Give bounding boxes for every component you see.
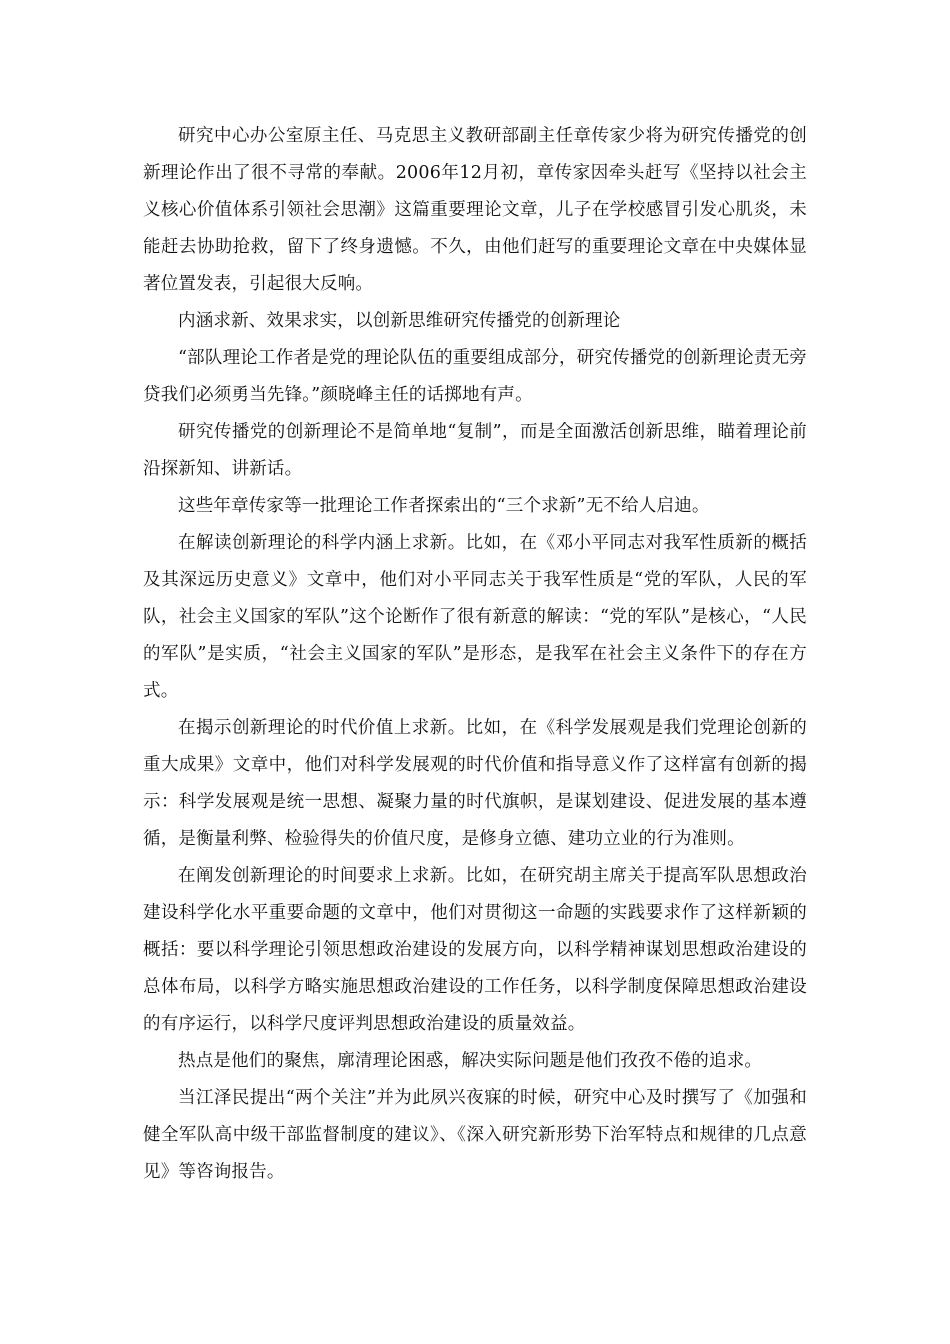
paragraph: 这些年章传家等一批理论工作者探索出的“三个求新”无不给人启迪。 xyxy=(178,496,710,516)
paragraph: 热点是他们的聚焦，廓清理论困惑，解决实际问题是他们孜孜不倦的追求。 xyxy=(178,1051,763,1071)
paragraph: 研究中心办公室原主任、马克思主义教研部副主任章传家少将为研究传播党的创新理论作出了很不寻常的奉献。2006年12月初，章传家因牵头赶写《坚持以社会主义核心价值体系引领社会思潮》这篇重要理论文章，儿子在学校感冒引发心肌炎，未能赶去协助抢救，留下了终身遗憾。不久，由他们赶写的重要理论文章在中央媒体显著位置发表，引起很大反响。 xyxy=(143,126,807,294)
paragraph: 在解读创新理论的科学内涵上求新。比如，在《邓小平同志对我军性质新的概括及其深远历史意义》文章中，他们对小平同志关于我军性质是“党的军队，人民的军队，社会主义国家的军队”这个论断作了很有新意的解读：“党的军队”是核心，“人民的军队”是实质，“社会主义国家的军队”是形态，是我军在社会主义条件下的存在方式。 xyxy=(143,533,807,701)
section-heading: 内涵求新、效果求实，以创新思维研究传播党的创新理论 xyxy=(178,311,621,331)
paragraph: 研究传播党的创新理论不是简单地“复制”，而是全面激活创新思维，瞄着理论前沿探新知、讲新话。 xyxy=(143,422,807,479)
paragraph: 在揭示创新理论的时代价值上求新。比如，在《科学发展观是我们党理论创新的重大成果》文章中，他们对科学发展观的时代价值和指导意义作了这样富有创新的揭示：科学发展观是统一思想、凝聚力量的时代旗帜，是谋划建设、促进发展的基本遵循，是衡量利弊、检验得失的价值尺度，是修身立德、建功立业的行为准则。 xyxy=(143,718,807,849)
paragraph: 当江泽民提出“两个关注”并为此夙兴夜寐的时候，研究中心及时撰写了《加强和健全军队高中级干部监督制度的建议》、《深入研究新形势下治军特点和规律的几点意见》等咨询报告。 xyxy=(143,1088,807,1182)
paragraph: “部队理论工作者是党的理论队伍的重要组成部分，研究传播党的创新理论责无旁贷我们必须勇当先锋。”颜晓峰主任的话掷地有声。 xyxy=(143,348,807,405)
document-body xyxy=(143,118,807,1191)
paragraph: 在阐发创新理论的时间要求上求新。比如，在研究胡主席关于提高军队思想政治建设科学化水平重要命题的文章中，他们对贯彻这一命题的实践要求作了这样新颖的概括：要以科学理论引领思想政治建设的发展方向，以科学精神谋划思想政治建设的总体布局，以科学方略实施思想政治建设的工作任务，以科学制度保障思想政治建设的有序运行，以科学尺度评判思想政治建设的质量效益。 xyxy=(143,866,807,1034)
